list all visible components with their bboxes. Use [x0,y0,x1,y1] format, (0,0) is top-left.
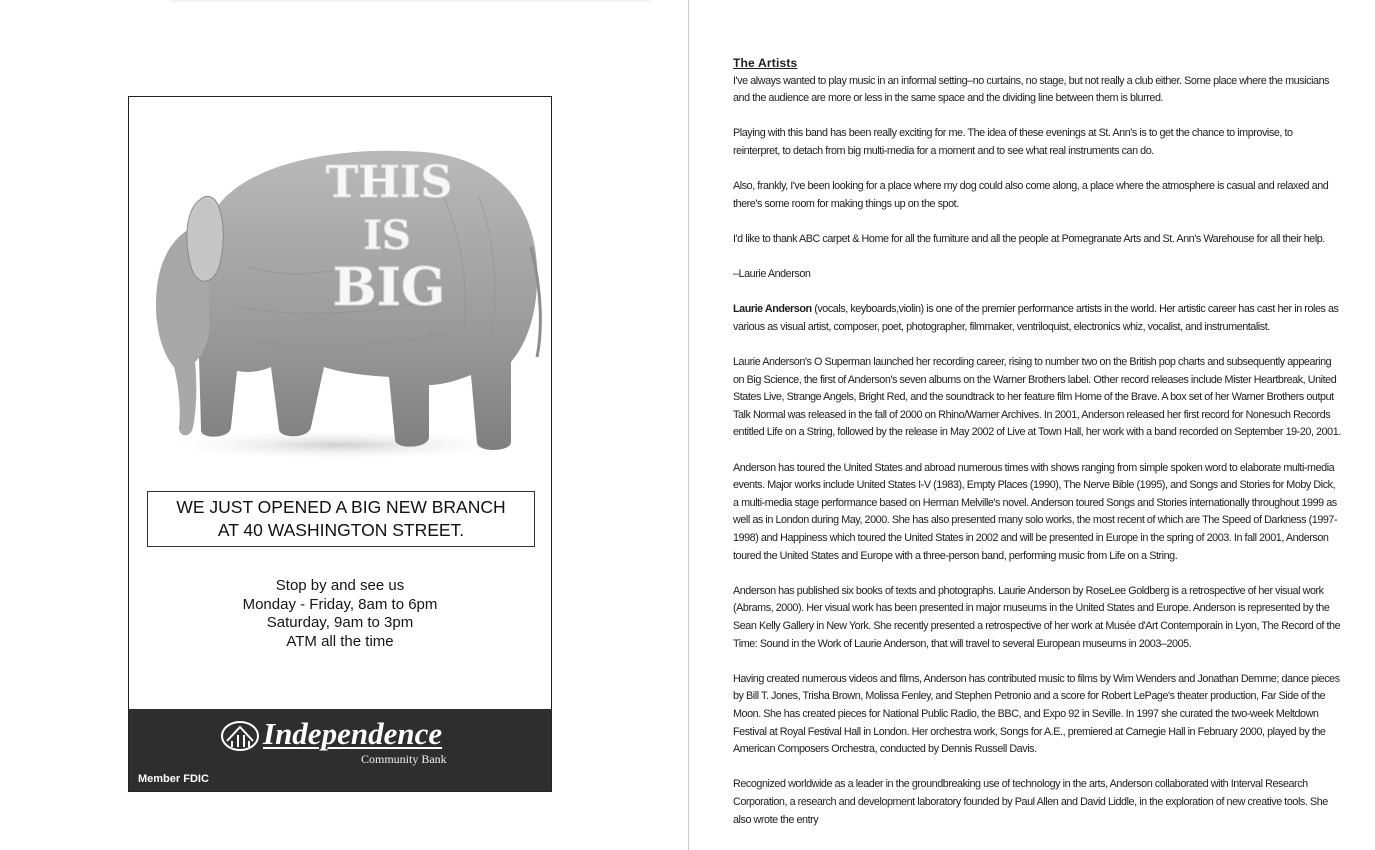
elephant-illustration [139,127,543,477]
paragraph: Also, frankly, I've been looking for a place where my dog could also come along, a place where the atmosphere is casual and relaxed and there's some room for making things up on the spot. [733,180,1329,210]
bio-name: Laurie Anderson [733,303,812,316]
page-top-edge [170,0,650,3]
paragraph: Anderson has toured the United States and abroad numerous times with shows ranging from simple spoken word to elaborate multi-media events. Major works include United States I-V (1983), Empty Places (1990), The Nerve Bible (1995), and Songs and Stories for Moby Dick, a multi-media stage performance based on Herman Melville's novel. Anderson toured Songs and Stories internationally throughout 1999 as well as in London during May, 2000. She has also presented many solo works, the most recent of which are The Speed of Darkness (1997-1998) and Happiness which toured the United States in 2002 and will be presented in Europe in the spring of 2003. In fall 2001, Anderson toured the United States and Europe with a three-person band, performing music from Life on a String. [733,461,1338,562]
branch-hours [129,577,551,651]
page-gutter [688,0,689,850]
paragraph: Having created numerous videos and films, Anderson has contributed music to films by Wim Wenders and Jonathan Demme; dance pieces by Bill T. Jones, Trisha Brown, Molissa Fenley, and Stephen Petronio and a score for Robert LePage's theater production, Far Side of the Moon. She has created pieces for National Public Radio, the BBC, and Expo 92 in Seville. In 1997 she curated the two-week Meltdown Festival at Royal Festival Hall in London. Her orchestra work, Songs for A.E., premiered at Carnegie Hall in February 2000, played by the American Composers Orchestra, conducted by Dennis Russell Davis. [733,672,1340,756]
branch-headline [147,491,535,547]
elephant-text-line: THIS [325,157,453,208]
paragraph: Anderson has published six books of texts and photographs. Laurie Anderson by RoseLee Goldberg is a retrospective of her visual work (Abrams, 2000). Her visual work has been presented in major museums in the United States and Europe. Anderson is represented by the Sean Kelly Gallery in New York. She recently presented a retrospective of her work at Musée d'Art Contemporain in Lyon, The Record of the Time: Sound in the Work of Laurie Anderson, that will travel to several European museums in 2003–2005. [733,584,1341,650]
headline-line: AT 40 WASHINGTON STREET. [217,520,465,540]
article-column [733,55,1341,847]
headline-line: WE JUST OPENED A BIG NEW BRANCH [176,497,506,517]
elephant-text-line: BIG [332,257,446,318]
paragraph: Laurie Anderson's O Superman launched her recording career, rising to number two on the British pop charts and subsequently appearing on Big Science, the first of Anderson's seven albums on the Warner Brothers label. Other record releases include Mister Heartbreak, United States Live, Strange Angels, Bright Red, and the soundtrack to her feature film Home of the Brave. A box set of her Warner Brothers output Talk Normal was released in the fall of 2000 on Rhino/Warner Archives. In 2001, Anderson released her first record for Nonesuch Records entitled Life on a String, followed by the release in May 2002 of Live at Town Hall, her work with a band recorded on September 19-20, 2001. [733,356,1341,439]
signature: –Laurie Anderson [733,268,811,281]
bank-advertisement [128,96,552,792]
member-fdic: Member FDIC [138,773,209,785]
hours-line: ATM all the time [286,632,394,650]
bank-subtitle: Community Bank [361,752,447,766]
hours-line: Stop by and see us [275,577,405,594]
bio-paragraph [733,301,1341,336]
elephant-text-line: IS [363,212,411,259]
bank-footer [129,709,551,792]
bio-text: (vocals, keyboards,violin) is one of the premier performance artists in the world. Her artistic career has cast her in roles as various as visual artist, composer, poet, photographer, filmmaker, ventriloquist, electronics whiz, vocalist, and instrumentalist. [733,303,1339,333]
paragraph: I've always wanted to play music in an informal setting–no curtains, no stage, but not really a club either. Some place where the musicians and the audience are more or less in the same space and the dividing line between them is blurred. [733,74,1330,105]
section-title: The Artists [733,56,798,70]
paragraph: Playing with this band has been really exciting for me. The idea of these evenings at St. Ann's is to get the chance to improvise, to reinterpret, to detach from big multi-media for a moment and to see what real instruments can do. [733,127,1293,157]
bank-name: Independence [263,716,443,751]
bank-logo-icon [221,721,259,751]
hours-line: Monday - Friday, 8am to 6pm [242,595,438,613]
paragraph: Recognized worldwide as a leader in the groundbreaking use of technology in the arts, Anderson collaborated with Interval Research Corporation, a research and development laboratory founded by Paul Allen and David Liddle, in the exploration of new creative tools. She also wrote the entry [733,778,1328,826]
hours-line: Saturday, 9am to 3pm [266,614,414,631]
paragraph: I'd like to thank ABC carpet & Home for all the furniture and all the people at Pomegranate Arts and St. Ann's Warehouse for all their help. [733,232,1325,245]
